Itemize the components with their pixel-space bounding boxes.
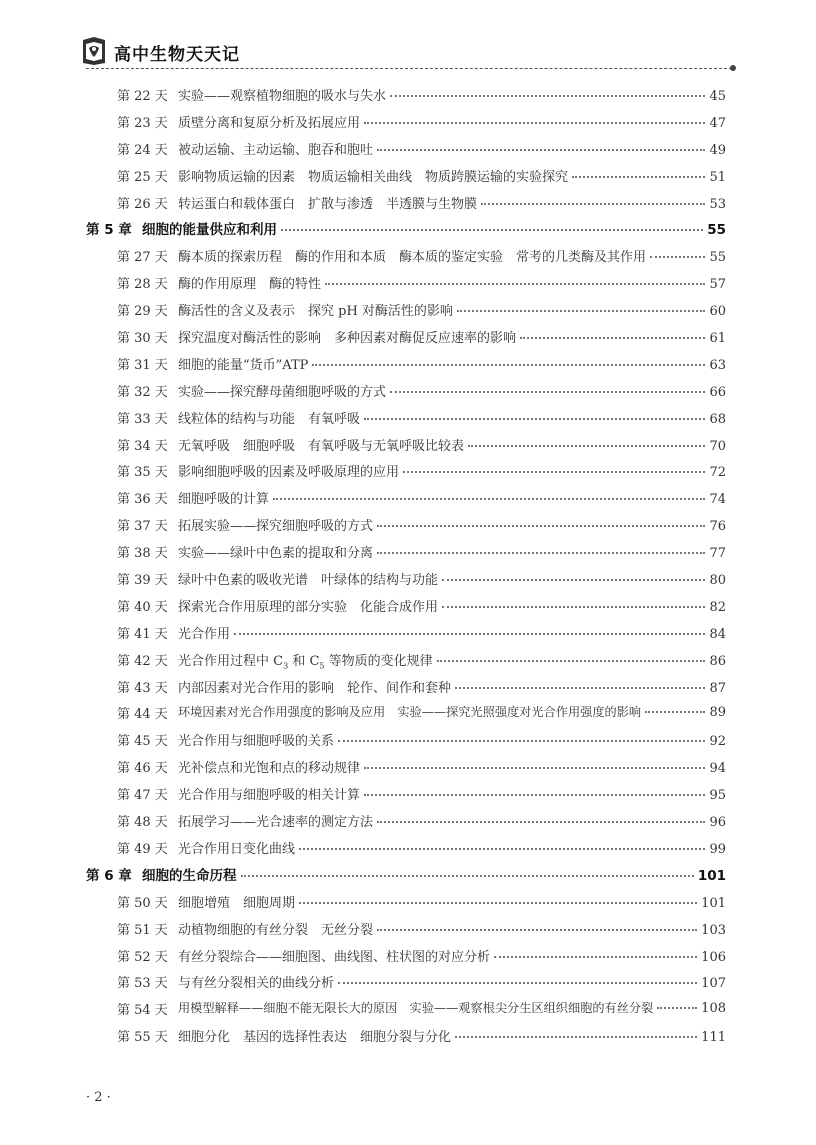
toc-title: 酶的作用原理 酶的特性	[178, 277, 322, 293]
toc-chapter-5[interactable]	[0, 215, 816, 242]
toc-day: 第 45 天	[117, 734, 168, 750]
toc-title: 光合作用日变化曲线	[178, 841, 296, 857]
toc-page: 60	[709, 304, 726, 320]
toc-entry[interactable]	[0, 646, 816, 673]
toc-day: 第 35 天	[117, 465, 168, 481]
toc-page: 77	[709, 546, 726, 562]
toc-entry[interactable]	[0, 457, 816, 484]
toc-page: 99	[709, 841, 726, 857]
toc-page: 66	[709, 384, 726, 400]
toc-entry[interactable]	[0, 377, 816, 404]
toc-page: 49	[709, 142, 726, 158]
toc-day: 第 22 天	[117, 89, 168, 104]
toc-title: 被动运输、主动运输、胞吞和胞吐	[178, 142, 374, 158]
toc-chapter-6[interactable]	[0, 861, 816, 888]
toc-title: 细胞的能量“货币”ATP	[178, 357, 309, 373]
toc-page: 86	[709, 653, 726, 669]
toc-day: 第 25 天	[117, 169, 168, 185]
toc-title: 内部因素对光合作用的影响 轮作、间作和套种	[178, 680, 452, 696]
toc-page: 107	[701, 976, 726, 992]
toc-page: 57	[709, 277, 726, 293]
toc-day: 第 41 天	[117, 626, 168, 642]
toc-title: 细胞分化 基因的选择性表达 细胞分裂与分化	[178, 1030, 452, 1046]
toc-page: 106	[701, 949, 726, 965]
toc-day: 第 34 天	[117, 438, 168, 454]
toc-day: 第 37 天	[117, 519, 168, 535]
toc-title: 影响细胞呼吸的因素及呼吸原理的应用	[178, 465, 400, 481]
toc-entry[interactable]	[0, 484, 816, 511]
toc-day: 第 33 天	[117, 411, 168, 427]
toc-entry[interactable]	[0, 619, 816, 646]
toc-page: 53	[709, 196, 726, 212]
toc-entry[interactable]	[0, 269, 816, 296]
toc-entry[interactable]	[0, 565, 816, 592]
toc-title: 绿叶中色素的吸收光谱 叶绿体的结构与功能	[178, 573, 439, 589]
toc-title: 酶活性的含义及表示 探究 pH 对酶活性的影响	[178, 304, 453, 320]
toc-entry[interactable]	[0, 162, 816, 189]
toc-title: 实验——探究酵母菌细胞呼吸的方式	[178, 384, 387, 400]
toc-entry[interactable]	[0, 699, 816, 726]
toc-day: 第 51 天	[117, 922, 168, 938]
toc-day: 第 29 天	[117, 304, 168, 320]
toc-title: 实验——观察植物细胞的吸水与失水	[178, 89, 387, 104]
toc-day: 第 39 天	[117, 573, 168, 589]
running-header	[80, 36, 740, 72]
toc-title: 酶本质的探索历程 酶的作用和本质 酶本质的鉴定实验 常考的几类酶及其作用	[178, 250, 647, 266]
toc-day: 第 28 天	[117, 277, 168, 293]
toc-entry[interactable]	[0, 780, 816, 807]
toc-day: 第 50 天	[117, 895, 168, 911]
toc-day: 第 26 天	[117, 196, 168, 212]
toc-page: 51	[709, 169, 726, 185]
toc-day: 第 27 天	[117, 250, 168, 266]
toc-title: 光补偿点和光饱和点的移动规律	[178, 761, 361, 777]
toc-page: 47	[709, 115, 726, 131]
toc-entry[interactable]	[0, 431, 816, 458]
book-logo-icon	[80, 36, 108, 66]
header-rule	[86, 68, 732, 69]
toc-entry[interactable]	[0, 753, 816, 780]
chapter-label: 第 6 章	[86, 867, 132, 884]
toc-title: 光合作用过程中 $C_3$ 和 $C_5$ 等物质的变化规律	[178, 653, 433, 671]
toc-title: 线粒体的结构与功能 有氧呼吸	[178, 411, 361, 427]
toc-page: 68	[709, 411, 726, 427]
toc-title: 探索光合作用原理的部分实验 化能合成作用	[178, 599, 439, 615]
toc-page: 92	[709, 734, 726, 750]
toc-entry[interactable]	[0, 296, 816, 323]
toc-page: 74	[709, 492, 726, 508]
toc-entry[interactable]	[0, 673, 816, 700]
toc-day: 第 44 天	[117, 707, 168, 723]
toc-title: 拓展学习——光合速率的测定方法	[178, 815, 374, 831]
toc-entry[interactable]	[0, 834, 816, 861]
toc-page: 80	[709, 573, 726, 589]
toc-title: 探究温度对酶活性的影响 多种因素对酶促反应速率的影响	[178, 331, 517, 347]
table-of-contents	[0, 81, 816, 1049]
toc-page: 87	[709, 680, 726, 696]
toc-day: 第 36 天	[117, 492, 168, 508]
toc-entry[interactable]	[0, 968, 816, 995]
toc-entry[interactable]	[0, 350, 816, 377]
toc-day: 第 32 天	[117, 384, 168, 400]
toc-page: 82	[709, 599, 726, 615]
toc-entry[interactable]	[0, 1022, 816, 1049]
toc-title: 动植物细胞的有丝分裂 无丝分裂	[178, 922, 374, 938]
toc-page: 70	[709, 438, 726, 454]
toc-page: 55	[709, 250, 726, 266]
toc-day: 第 24 天	[117, 142, 168, 158]
toc-page: 89	[709, 705, 726, 721]
toc-page: 84	[709, 626, 726, 642]
toc-title: 有丝分裂综合——细胞图、曲线图、柱状图的对应分析	[178, 949, 491, 965]
toc-title: 光合作用与细胞呼吸的关系	[178, 734, 335, 750]
toc-entry[interactable]	[0, 189, 816, 216]
toc-title: 光合作用与细胞呼吸的相关计算	[178, 788, 361, 804]
toc-entry[interactable]	[0, 807, 816, 834]
toc-entry[interactable]	[0, 888, 816, 915]
toc-day: 第 31 天	[117, 357, 168, 373]
toc-entry[interactable]	[0, 726, 816, 753]
toc-day: 第 55 天	[117, 1030, 168, 1046]
toc-day: 第 54 天	[117, 1003, 168, 1019]
toc-title: 实验——绿叶中色素的提取和分离	[178, 546, 374, 562]
toc-page: 63	[709, 357, 726, 373]
toc-day: 第 52 天	[117, 949, 168, 965]
toc-title: 影响物质运输的因素 物质运输相关曲线 物质跨膜运输的实验探究	[178, 169, 569, 185]
toc-entry[interactable]	[0, 538, 816, 565]
toc-day: 第 43 天	[117, 680, 168, 696]
toc-day: 第 49 天	[117, 841, 168, 857]
chapter-label: 第 5 章	[86, 222, 132, 239]
toc-page: 103	[701, 922, 726, 938]
toc-day: 第 46 天	[117, 761, 168, 777]
toc-entry[interactable]	[0, 995, 816, 1022]
toc-entry[interactable]	[0, 108, 816, 135]
chapter-title: 细胞的能量供应和利用	[142, 222, 277, 239]
toc-page: 108	[701, 1001, 726, 1017]
toc-title: 光合作用	[178, 626, 231, 642]
toc-entry[interactable]	[0, 511, 816, 538]
toc-day: 第 40 天	[117, 599, 168, 615]
toc-entry[interactable]	[0, 81, 816, 108]
chapter-page: 55	[707, 222, 726, 239]
toc-entry[interactable]	[0, 404, 816, 431]
toc-entry[interactable]	[0, 242, 816, 269]
book-title: 高中生物天天记	[114, 45, 240, 65]
toc-title: 拓展实验——探究细胞呼吸的方式	[178, 519, 374, 535]
toc-page: 95	[709, 788, 726, 804]
toc-title: 细胞增殖 细胞周期	[178, 895, 296, 911]
toc-day: 第 30 天	[117, 331, 168, 347]
toc-day: 第 47 天	[117, 788, 168, 804]
toc-page: 111	[701, 1030, 726, 1046]
toc-title: 环境因素对光合作用强度的影响及应用 实验——探究光照强度对光合作用强度的影响	[178, 705, 642, 720]
toc-page: 45	[709, 89, 726, 104]
toc-day: 第 53 天	[117, 976, 168, 992]
toc-title: 与有丝分裂相关的曲线分析	[178, 976, 335, 992]
toc-title: 细胞呼吸的计算	[178, 492, 270, 508]
toc-page: 101	[701, 895, 726, 911]
toc-page: 76	[709, 519, 726, 535]
toc-day: 第 38 天	[117, 546, 168, 562]
toc-day: 第 48 天	[117, 815, 168, 831]
toc-title: 质壁分离和复原分析及拓展应用	[178, 115, 361, 131]
toc-entry[interactable]	[0, 323, 816, 350]
toc-title: 用模型解释——细胞不能无限长大的原因 实验——观察根尖分生区组织细胞的有丝分裂	[178, 1001, 654, 1016]
toc-title: 转运蛋白和载体蛋白 扩散与渗透 半透膜与生物膜	[178, 196, 478, 212]
toc-title: 无氧呼吸 细胞呼吸 有氧呼吸与无氧呼吸比较表	[178, 438, 465, 454]
toc-entry[interactable]	[0, 942, 816, 969]
toc-entry[interactable]	[0, 915, 816, 942]
toc-day: 第 23 天	[117, 115, 168, 131]
toc-entry[interactable]	[0, 135, 816, 162]
page-number: · 2 ·	[86, 1090, 111, 1105]
toc-page: 96	[709, 815, 726, 831]
toc-entry[interactable]	[0, 592, 816, 619]
chapter-page: 101	[697, 867, 726, 884]
toc-page: 94	[709, 761, 726, 777]
chapter-title: 细胞的生命历程	[142, 867, 237, 884]
header-rule-dot	[730, 65, 736, 71]
toc-page: 61	[709, 331, 726, 347]
toc-day: 第 42 天	[117, 653, 168, 669]
toc-page: 72	[709, 465, 726, 481]
